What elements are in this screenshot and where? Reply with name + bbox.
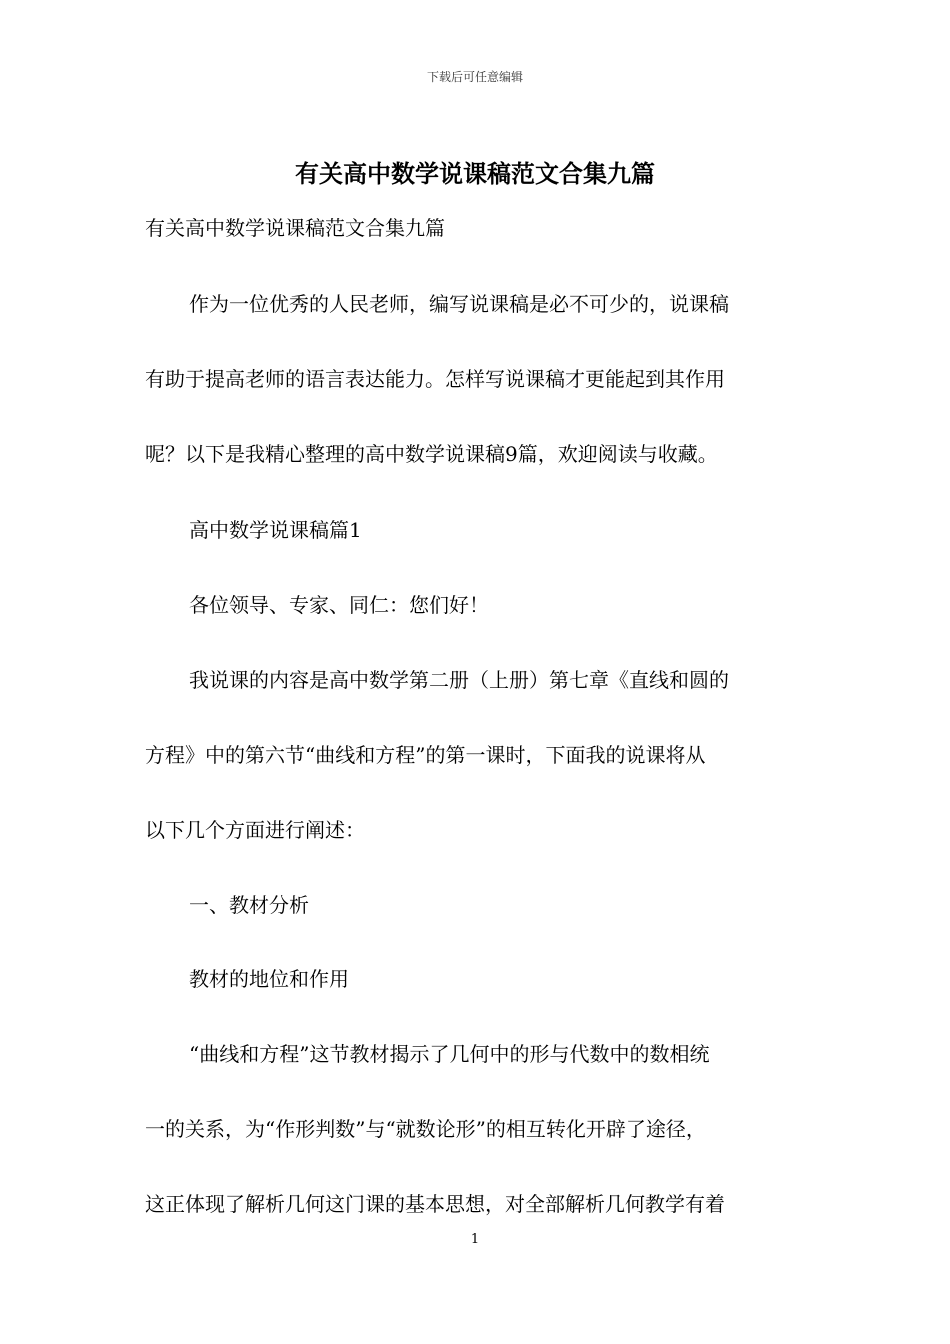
paragraph-line: 方程》中的第六节“曲线和方程”的第一课时，下面我的说课将从 bbox=[145, 743, 706, 767]
header-note: 下载后可任意编辑 bbox=[426, 70, 523, 84]
subsection-heading: 教材的地位和作用 bbox=[189, 967, 349, 991]
paragraph-line: 一的关系，为“作形判数”与“就数论形”的相互转化开辟了途径， bbox=[145, 1117, 706, 1141]
paragraph-line: 有助于提高老师的语言表达能力。怎样写说课稿才更能起到其作用 bbox=[145, 367, 725, 391]
document-title: 有关高中数学说课稿范文合集九篇 bbox=[295, 159, 655, 188]
document-subtitle: 有关高中数学说课稿范文合集九篇 bbox=[145, 216, 445, 240]
page-number: 1 bbox=[470, 1232, 480, 1247]
paragraph-line: 我说课的内容是高中数学第二册（上册）第七章《直线和圆的 bbox=[189, 668, 729, 692]
paragraph-line: “曲线和方程”这节教材揭示了几何中的形与代数中的数相统 bbox=[189, 1042, 710, 1066]
paragraph-line: 呢？以下是我精心整理的高中数学说课稿9篇，欢迎阅读与收藏。 bbox=[145, 442, 718, 466]
paragraph-line: 以下几个方面进行阐述： bbox=[145, 818, 365, 842]
paragraph-line: 这正体现了解析几何这门课的基本思想，对全部解析几何教学有着 bbox=[145, 1192, 725, 1216]
paragraph-line: 作为一位优秀的人民老师，编写说课稿是必不可少的，说课稿 bbox=[189, 292, 729, 316]
section-heading: 一、教材分析 bbox=[189, 893, 309, 917]
section-heading: 高中数学说课稿篇1 bbox=[189, 518, 362, 542]
greeting-line: 各位领导、专家、同仁：您们好！ bbox=[189, 593, 489, 617]
